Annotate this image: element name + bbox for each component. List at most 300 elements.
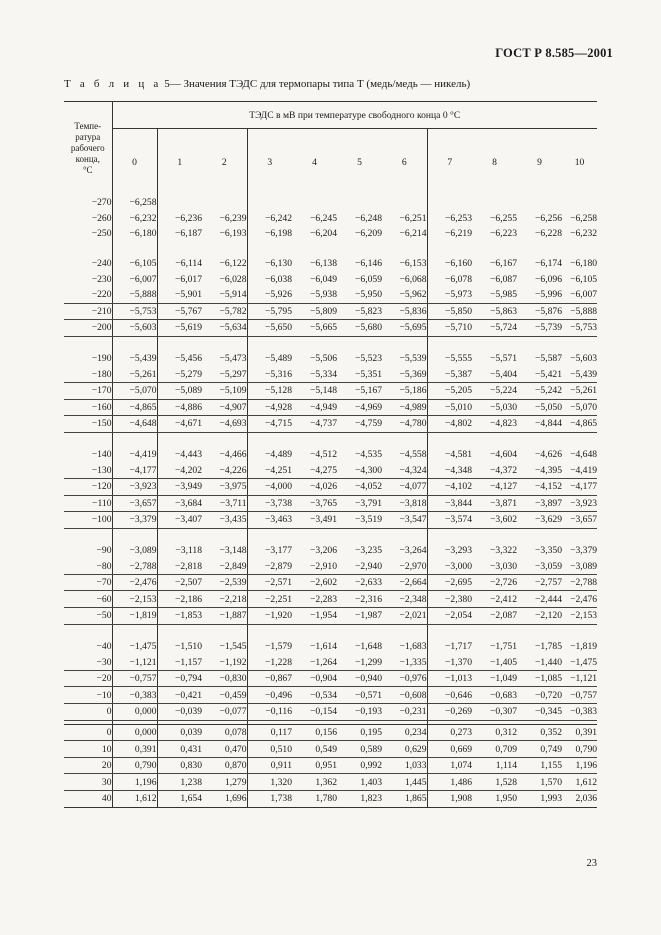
emf-value-cell: 0,790: [112, 757, 157, 774]
emf-value-cell: −1,440: [517, 654, 562, 670]
table-row: [64, 774, 597, 791]
emf-value-cell: −1,085: [517, 670, 562, 687]
emf-value-cell: −0,757: [562, 687, 597, 704]
emf-value-cell: −0,904: [292, 670, 337, 687]
emf-value-cell: 1,403: [337, 774, 382, 791]
table-row: [64, 741, 597, 758]
emf-value-cell: −5,523: [355, 353, 382, 365]
emf-value-cell: −3,118: [157, 543, 202, 559]
spacer-row: [64, 336, 597, 351]
emf-value-cell: −6,160: [427, 256, 472, 272]
emf-value-cell: −1,013: [427, 670, 472, 687]
table-row: [64, 382, 597, 399]
temperature-header-line: конца,: [75, 154, 100, 164]
emf-value-cell: −0,720: [517, 687, 562, 704]
emf-value-cell: −6,187: [157, 226, 202, 242]
temperature-cell: 0: [64, 724, 112, 741]
emf-value-cell: −2,120: [517, 608, 562, 625]
temperature-cell: −190: [91, 353, 112, 365]
emf-value-cell: −0,459: [202, 687, 247, 704]
column-header: 2: [221, 156, 227, 168]
emf-value-cell: [337, 195, 382, 211]
emf-value-cell: −4,648: [112, 416, 157, 433]
emf-value-cell: −3,491: [292, 512, 337, 529]
emf-value-cell: −6,255: [490, 212, 517, 224]
emf-value-cell: −6,007: [562, 287, 597, 303]
emf-value-cell: −4,759: [337, 416, 382, 433]
emf-value-cell: −5,603: [112, 320, 157, 337]
emf-value-cell: −4,802: [427, 416, 472, 433]
emf-value-cell: −3,407: [157, 512, 202, 529]
thermo-emf-table: [64, 101, 597, 808]
emf-value-cell: −1,819: [570, 640, 598, 652]
temperature-header-line: Темпе-: [74, 121, 102, 131]
emf-value-cell: −5,836: [382, 303, 427, 320]
emf-value-cell: [247, 195, 292, 211]
emf-value-cell: 0,589: [337, 741, 382, 758]
spacer-row: [64, 624, 597, 639]
emf-value-cell: −4,865: [562, 416, 597, 433]
emf-value-cell: −5,421: [517, 366, 562, 382]
emf-value-cell: 1,155: [517, 757, 562, 774]
emf-value-cell: −2,940: [337, 558, 382, 574]
emf-value-cell: −6,204: [310, 228, 337, 240]
emf-value-cell: −1,121: [112, 654, 157, 670]
temperature-cell: −10: [64, 687, 112, 704]
emf-value-cell: 1,654: [157, 791, 202, 808]
emf-value-cell: −2,849: [202, 558, 247, 574]
emf-value-cell: −2,757: [517, 574, 562, 591]
emf-value-cell: −3,148: [219, 544, 247, 556]
emf-value-cell: −1,920: [247, 608, 292, 625]
temperature-cell: −240: [91, 258, 112, 270]
emf-value-cell: −4,443: [157, 447, 202, 463]
temperature-cell: 20: [64, 757, 112, 774]
table-row: [64, 351, 597, 367]
emf-value-cell: −4,715: [247, 416, 292, 433]
emf-value-cell: −3,629: [517, 512, 562, 529]
emf-value-cell: −1,683: [399, 640, 427, 652]
emf-value-cell: −0,269: [427, 704, 472, 721]
emf-value-cell: 1,993: [517, 791, 562, 808]
emf-value-cell: 0,510: [247, 741, 292, 758]
emf-value-cell: −3,030: [472, 558, 517, 574]
emf-value-cell: −0,154: [292, 704, 337, 721]
temperature-header-line: рабочего: [70, 143, 105, 153]
temperature-cell: −60: [64, 591, 112, 608]
temperature-cell: −200: [64, 320, 112, 337]
table-row: [64, 226, 597, 242]
emf-value-cell: 0,629: [382, 741, 427, 758]
emf-value-cell: −5,555: [427, 351, 472, 367]
emf-value-cell: −3,657: [562, 512, 597, 529]
emf-value-cell: −4,693: [202, 416, 247, 433]
emf-value-cell: −5,809: [292, 303, 337, 320]
emf-value-cell: −4,489: [247, 447, 292, 463]
emf-value-cell: −5,297: [202, 366, 247, 382]
emf-value-cell: 1,486: [427, 774, 472, 791]
temperature-cell: −210: [64, 303, 112, 320]
emf-value-cell: −5,753: [112, 303, 157, 320]
emf-value-cell: −5,316: [247, 366, 292, 382]
emf-value-cell: −2,507: [157, 574, 202, 591]
table-row: [64, 366, 597, 382]
emf-value-cell: −2,316: [337, 591, 382, 608]
emf-value-cell: −6,059: [355, 273, 382, 285]
emf-value-cell: −4,348: [427, 462, 472, 478]
emf-value-cell: −0,683: [472, 687, 517, 704]
emf-value-cell: −0,867: [247, 670, 292, 687]
temperature-cell: −270: [91, 197, 112, 209]
emf-value-cell: −1,049: [472, 670, 517, 687]
emf-value-cell: 1,074: [427, 757, 472, 774]
table-row: [64, 447, 597, 463]
table-row: [64, 670, 597, 687]
emf-value-cell: −5,489: [247, 351, 292, 367]
emf-value-cell: −5,985: [472, 287, 517, 303]
spacer-row: [64, 528, 597, 543]
emf-value-cell: −2,021: [382, 608, 427, 625]
emf-value-cell: 1,696: [202, 791, 247, 808]
emf-value-cell: −0,830: [202, 670, 247, 687]
emf-value-cell: 0,870: [202, 757, 247, 774]
emf-value-cell: −5,914: [202, 287, 247, 303]
temperature-cell: −90: [96, 544, 112, 556]
emf-value-cell: −1,121: [562, 670, 597, 687]
emf-value-cell: −3,975: [202, 478, 247, 495]
emf-value-cell: −2,054: [427, 608, 472, 625]
emf-value-cell: 0,273: [427, 724, 472, 741]
emf-value-cell: −1,370: [427, 654, 472, 670]
column-header: 4: [312, 156, 317, 168]
emf-value-cell: −4,226: [202, 462, 247, 478]
emf-value-cell: 0,549: [292, 741, 337, 758]
emf-value-cell: 0,992: [337, 757, 382, 774]
emf-value-cell: −2,695: [427, 574, 472, 591]
emf-value-cell: −5,938: [292, 287, 337, 303]
emf-value-cell: 0,312: [472, 724, 517, 741]
emf-value-cell: −6,258: [570, 212, 598, 224]
emf-value-cell: −4,512: [310, 449, 337, 461]
emf-value-cell: 0,000: [112, 724, 157, 741]
emf-value-cell: −0,077: [202, 704, 247, 721]
emf-value-cell: [292, 195, 337, 211]
emf-value-cell: −5,109: [202, 382, 247, 399]
emf-value-cell: −6,038: [247, 271, 292, 287]
emf-value-cell: −4,127: [472, 478, 517, 495]
emf-value-cell: −3,379: [112, 512, 157, 529]
emf-value-cell: −5,439: [562, 366, 597, 382]
emf-value-cell: −5,089: [157, 382, 202, 399]
temperature-cell: −230: [91, 273, 112, 285]
emf-value-cell: −4,000: [247, 478, 292, 495]
emf-value-cell: −0,039: [157, 704, 202, 721]
emf-value-cell: −5,030: [472, 399, 517, 416]
emf-value-cell: −5,279: [157, 366, 202, 382]
emf-value-cell: −0,193: [337, 704, 382, 721]
emf-value-cell: −6,239: [219, 212, 247, 224]
emf-value-cell: −6,087: [490, 273, 517, 285]
temperature-cell: −130: [64, 462, 112, 478]
emf-value-cell: −5,901: [157, 287, 202, 303]
temperature-cell: −110: [64, 495, 112, 512]
emf-value-cell: −1,887: [202, 608, 247, 625]
emf-value-cell: 1,823: [337, 791, 382, 808]
emf-value-cell: −5,334: [292, 366, 337, 382]
column-header: 9: [537, 156, 542, 168]
table-row: [64, 271, 597, 287]
emf-value-cell: 1,362: [292, 774, 337, 791]
emf-value-cell: −1,157: [157, 654, 202, 670]
emf-value-cell: 1,279: [202, 774, 247, 791]
emf-value-cell: −6,198: [247, 226, 292, 242]
emf-value-cell: −2,380: [427, 591, 472, 608]
emf-value-cell: 0,000: [112, 704, 157, 721]
emf-value-cell: −5,587: [535, 353, 562, 365]
emf-value-cell: −5,571: [490, 353, 517, 365]
emf-value-cell: −5,070: [112, 382, 157, 399]
table-row: [64, 462, 597, 478]
emf-value-cell: −6,180: [570, 258, 598, 270]
emf-value-cell: −4,928: [247, 399, 292, 416]
emf-value-cell: −4,969: [337, 399, 382, 416]
emf-value-cell: −5,261: [562, 382, 597, 399]
emf-value-cell: 0,669: [427, 741, 472, 758]
emf-value-cell: −6,193: [219, 228, 247, 240]
emf-value-cell: −5,650: [247, 320, 292, 337]
column-header: 1: [157, 129, 202, 196]
emf-value-cell: −6,017: [157, 271, 202, 287]
emf-value-cell: −5,680: [337, 320, 382, 337]
emf-value-cell: −6,174: [535, 258, 562, 270]
emf-value-cell: −1,819: [112, 608, 157, 625]
emf-value-cell: −4,823: [472, 416, 517, 433]
emf-value-cell: −3,738: [247, 495, 292, 512]
emf-value-cell: 1,196: [562, 757, 597, 774]
table-caption: [64, 78, 470, 90]
table-row: [64, 791, 597, 808]
emf-value-cell: −1,785: [535, 640, 562, 652]
emf-value-cell: −5,186: [382, 382, 427, 399]
emf-value-cell: −1,987: [337, 608, 382, 625]
emf-value-cell: −3,435: [202, 512, 247, 529]
emf-value-cell: −3,235: [355, 544, 382, 556]
emf-value-cell: 0,039: [157, 724, 202, 741]
emf-value-cell: −5,603: [570, 353, 598, 365]
emf-value-cell: −2,910: [292, 558, 337, 574]
table-row: [64, 303, 597, 320]
emf-value-cell: −3,519: [337, 512, 382, 529]
emf-value-cell: −2,633: [337, 574, 382, 591]
emf-value-cell: −2,788: [112, 558, 157, 574]
emf-value-cell: 0,391: [562, 724, 597, 741]
emf-value-cell: 0,749: [517, 741, 562, 758]
table-row: [64, 724, 597, 741]
emf-value-cell: −6,214: [399, 228, 427, 240]
column-header: 5: [357, 156, 362, 168]
emf-value-cell: −3,765: [292, 495, 337, 512]
temperature-cell: 30: [64, 774, 112, 791]
emf-value-cell: 1,950: [472, 791, 517, 808]
emf-value-cell: −3,791: [337, 495, 382, 512]
emf-value-cell: −3,602: [472, 512, 517, 529]
emf-value-cell: 1,738: [247, 791, 292, 808]
emf-value-cell: −1,648: [355, 640, 382, 652]
emf-value-cell: 1,612: [562, 774, 597, 791]
temperature-cell: 40: [64, 791, 112, 808]
emf-value-cell: −6,146: [355, 258, 382, 270]
emf-value-cell: −5,962: [382, 287, 427, 303]
table-row: [64, 687, 597, 704]
emf-value-cell: 0,790: [562, 741, 597, 758]
emf-value-cell: −5,753: [562, 320, 597, 337]
emf-value-cell: −5,634: [202, 320, 247, 337]
emf-value-cell: −4,466: [219, 449, 247, 461]
emf-value-cell: [427, 195, 472, 211]
temperature-cell: −20: [64, 670, 112, 687]
temperature-column-header: [64, 102, 112, 196]
emf-group-header: ТЭДС в мВ при температуре свободного конца 0 °С: [112, 102, 597, 129]
emf-value-cell: −3,059: [517, 558, 562, 574]
emf-value-cell: −2,153: [562, 608, 597, 625]
emf-value-cell: −3,897: [517, 495, 562, 512]
emf-value-cell: −0,383: [112, 687, 157, 704]
emf-value-cell: −5,010: [427, 399, 472, 416]
emf-value-cell: 0,830: [157, 757, 202, 774]
emf-value-cell: −0,307: [472, 704, 517, 721]
emf-value-cell: −5,456: [157, 351, 202, 367]
emf-value-cell: −1,299: [337, 654, 382, 670]
emf-value-cell: −0,534: [292, 687, 337, 704]
emf-value-cell: −6,105: [112, 256, 157, 272]
emf-value-cell: −2,879: [247, 558, 292, 574]
emf-value-cell: −1,264: [292, 654, 337, 670]
emf-value-cell: [562, 195, 597, 211]
emf-value-cell: 1,033: [382, 757, 427, 774]
emf-value-cell: −4,604: [490, 449, 517, 461]
emf-value-cell: −4,558: [399, 449, 427, 461]
emf-value-cell: −4,077: [382, 478, 427, 495]
emf-value-cell: −5,950: [337, 287, 382, 303]
table-row: [64, 608, 597, 625]
emf-value-cell: −3,949: [157, 478, 202, 495]
emf-value-cell: −5,148: [292, 382, 337, 399]
emf-value-cell: −4,626: [535, 449, 562, 461]
caption-number: 5: [164, 78, 170, 90]
emf-value-cell: −6,105: [570, 273, 598, 285]
emf-value-cell: −5,823: [337, 303, 382, 320]
emf-value-cell: −6,096: [535, 273, 562, 285]
emf-value-cell: −1,717: [427, 639, 472, 655]
emf-value-cell: −4,177: [112, 462, 157, 478]
emf-value-cell: −0,794: [157, 670, 202, 687]
emf-value-cell: −2,726: [472, 574, 517, 591]
emf-value-cell: 0,078: [202, 724, 247, 741]
emf-value-cell: 1,780: [292, 791, 337, 808]
emf-value-cell: 0,470: [202, 741, 247, 758]
emf-value-cell: 0,391: [112, 741, 157, 758]
emf-value-cell: −3,844: [427, 495, 472, 512]
table-row: [64, 399, 597, 416]
emf-value-cell: −6,256: [535, 212, 562, 224]
emf-value-cell: −5,888: [112, 287, 157, 303]
emf-value-cell: −2,444: [517, 591, 562, 608]
emf-value-cell: −1,579: [247, 639, 292, 655]
emf-value-cell: −4,177: [562, 478, 597, 495]
emf-value-cell: −2,283: [292, 591, 337, 608]
emf-value-cell: −6,219: [427, 226, 472, 242]
temperature-cell: −220: [64, 287, 112, 303]
emf-value-cell: 1,908: [427, 791, 472, 808]
emf-value-cell: −4,581: [427, 447, 472, 463]
emf-value-cell: −2,664: [382, 574, 427, 591]
emf-value-cell: −5,710: [427, 320, 472, 337]
emf-value-cell: −5,070: [562, 399, 597, 416]
emf-value-cell: 1,445: [382, 774, 427, 791]
table-row: [64, 256, 597, 272]
emf-value-cell: 0,352: [517, 724, 562, 741]
table-row: [64, 639, 597, 655]
emf-value-cell: −2,539: [202, 574, 247, 591]
temperature-cell: 0: [64, 704, 112, 721]
emf-value-cell: −1,405: [472, 654, 517, 670]
emf-value-cell: −4,648: [570, 449, 598, 461]
emf-value-cell: −3,684: [157, 495, 202, 512]
emf-value-cell: −6,232: [112, 211, 157, 227]
table-row: [64, 195, 597, 211]
emf-value-cell: 2,036: [562, 791, 597, 808]
emf-value-cell: −2,348: [382, 591, 427, 608]
emf-value-cell: −4,251: [247, 462, 292, 478]
emf-value-cell: −2,218: [202, 591, 247, 608]
emf-value-cell: −2,970: [382, 558, 427, 574]
temperature-cell: −250: [91, 228, 112, 240]
table-row: [64, 591, 597, 608]
emf-value-cell: −3,574: [427, 512, 472, 529]
emf-value-cell: −0,421: [157, 687, 202, 704]
emf-value-cell: −6,209: [355, 228, 382, 240]
table-row: [64, 320, 597, 337]
emf-value-cell: [157, 195, 202, 211]
emf-value-cell: −2,412: [472, 591, 517, 608]
temperature-cell: −260: [91, 212, 112, 224]
emf-value-cell: −3,463: [247, 512, 292, 529]
emf-value-cell: −1,545: [219, 640, 247, 652]
table-row: [64, 211, 597, 227]
emf-value-cell: −5,242: [517, 382, 562, 399]
emf-value-cell: −4,886: [157, 399, 202, 416]
emf-value-cell: −3,089: [112, 543, 157, 559]
emf-value-cell: −5,224: [472, 382, 517, 399]
temperature-cell: −70: [64, 574, 112, 591]
emf-value-cell: −4,780: [382, 416, 427, 433]
emf-value-cell: −2,788: [562, 574, 597, 591]
emf-value-cell: [202, 195, 247, 211]
table-row: [64, 287, 597, 303]
emf-value-cell: −6,232: [570, 228, 598, 240]
emf-value-cell: −6,068: [399, 273, 427, 285]
emf-value-cell: −0,383: [562, 704, 597, 721]
emf-value-cell: −4,372: [472, 462, 517, 478]
emf-value-cell: −1,192: [202, 654, 247, 670]
table-row: [64, 757, 597, 774]
emf-value-cell: 0,911: [247, 757, 292, 774]
table-row: [64, 704, 597, 721]
column-header: 3: [247, 129, 292, 196]
emf-value-cell: 1,320: [247, 774, 292, 791]
emf-value-cell: −4,535: [355, 449, 382, 461]
emf-value-cell: −6,223: [490, 228, 517, 240]
